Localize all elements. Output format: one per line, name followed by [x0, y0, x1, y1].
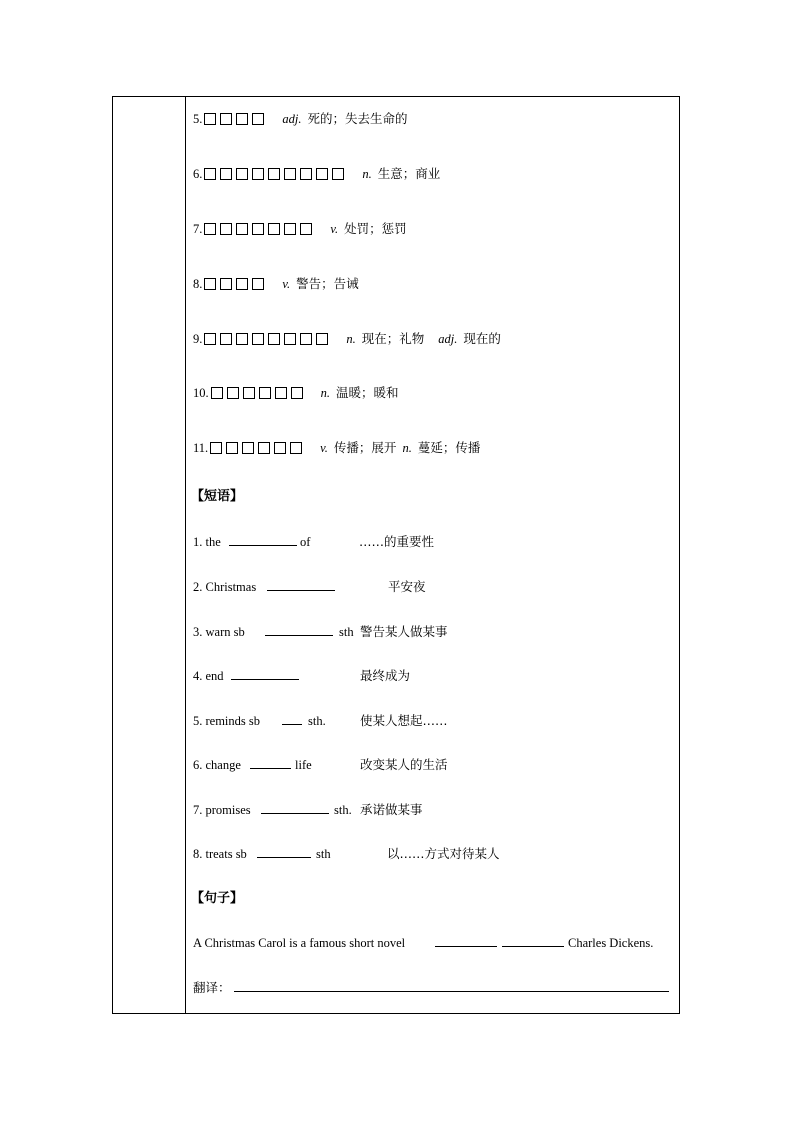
part-of-speech: n.	[346, 332, 356, 346]
phrase-row-6	[193, 756, 671, 774]
vocab-item-11	[193, 439, 480, 457]
section-title: 【句子】	[191, 891, 244, 906]
meaning: 生意；商业	[377, 166, 441, 181]
vocab-item-10	[193, 384, 399, 402]
sentence-blank-2[interactable]	[502, 934, 564, 947]
phrase-meaning: ……的重要性	[359, 534, 435, 549]
vocab-number: 5.	[193, 112, 203, 126]
phrase-meaning: 警告某人做某事	[360, 624, 448, 639]
vocab-item-8	[193, 275, 359, 293]
phrase-text-after: of	[300, 535, 311, 549]
phrase-text: 6. change	[193, 758, 241, 772]
letter-boxes[interactable]	[204, 223, 316, 235]
phrase-text: 4. end	[193, 669, 224, 683]
phrase-text-after: sth.	[308, 714, 326, 728]
sentence-text: A Christmas Carol is a famous short novel	[193, 936, 406, 950]
vocab-item-6	[193, 165, 440, 183]
meaning-2: 现在的	[463, 331, 501, 346]
meaning: 现在；礼物	[361, 331, 425, 346]
phrase-text-after: life	[295, 758, 312, 772]
vocab-item-7	[193, 220, 407, 238]
letter-boxes[interactable]	[204, 168, 348, 180]
vocab-number: 9.	[193, 332, 203, 346]
part-of-speech: n.	[362, 167, 372, 181]
meaning: 处罚；惩罚	[344, 221, 407, 236]
part-of-speech: adj.	[282, 112, 302, 126]
part-of-speech: v.	[330, 222, 339, 236]
phrase-row-4	[193, 667, 671, 685]
vocab-number: 10.	[193, 386, 209, 400]
content-cell	[193, 97, 671, 1013]
vocab-number: 8.	[193, 277, 203, 291]
meaning: 警告；告诫	[296, 276, 359, 291]
phrase-blank[interactable]	[250, 756, 291, 769]
vocab-number: 11.	[193, 441, 209, 455]
letter-boxes[interactable]	[210, 442, 306, 454]
phrase-text-after: sth	[316, 847, 331, 861]
phrase-row-7	[193, 801, 671, 819]
sentence-text-after: Charles Dickens.	[568, 936, 654, 950]
phrase-row-5	[193, 712, 671, 730]
meaning: 死的；失去生命的	[307, 111, 408, 126]
phrase-blank[interactable]	[282, 712, 302, 725]
phrase-blank[interactable]	[261, 801, 329, 814]
phrase-blank[interactable]	[257, 845, 311, 858]
meaning-2: 蔓延；传播	[417, 440, 481, 455]
meaning: 温暖；暖和	[336, 385, 399, 400]
letter-boxes[interactable]	[204, 113, 268, 125]
vocab-number: 7.	[193, 222, 203, 236]
phrase-text: 1. the	[193, 535, 221, 549]
worksheet-table	[112, 96, 680, 1014]
phrase-meaning: 使某人想起……	[360, 713, 448, 728]
phrase-meaning: 改变某人的生活	[360, 757, 448, 772]
translate-row	[193, 979, 671, 997]
phrase-text: 3. warn sb	[193, 625, 245, 639]
letter-boxes[interactable]	[211, 387, 307, 399]
meaning: 传播；展开	[333, 440, 397, 455]
part-of-speech-2: adj.	[438, 332, 458, 346]
sentences-heading	[191, 890, 243, 908]
phrase-row-2	[193, 578, 671, 596]
phrases-heading	[191, 488, 243, 506]
phrase-blank[interactable]	[231, 667, 299, 680]
phrase-row-3	[193, 623, 671, 641]
phrase-row-1	[193, 533, 671, 551]
phrase-text-after: sth	[339, 625, 354, 639]
letter-boxes[interactable]	[204, 333, 332, 345]
phrase-meaning: 承诺做某事	[360, 802, 423, 817]
phrase-text: 8. treats sb	[193, 847, 247, 861]
phrase-blank[interactable]	[265, 623, 333, 636]
sentence-blank-1[interactable]	[435, 934, 497, 947]
phrase-text-after: sth.	[334, 803, 352, 817]
translate-label: 翻译：	[193, 980, 231, 995]
part-of-speech: v.	[282, 277, 291, 291]
letter-boxes[interactable]	[204, 278, 268, 290]
phrase-blank[interactable]	[229, 533, 297, 546]
phrase-row-8	[193, 845, 671, 863]
column-divider	[185, 97, 186, 1013]
phrase-blank[interactable]	[267, 578, 335, 591]
phrase-text: 7. promises	[193, 803, 251, 817]
sentence-row	[193, 934, 671, 952]
phrase-text: 5. reminds sb	[193, 714, 261, 728]
translate-answer-line[interactable]	[234, 979, 669, 992]
vocab-number: 6.	[193, 167, 203, 181]
section-title: 【短语】	[191, 489, 244, 504]
phrase-meaning: 以……方式对待某人	[387, 846, 500, 861]
vocab-item-9	[193, 330, 501, 348]
part-of-speech: v.	[320, 441, 328, 455]
part-of-speech-2: n.	[402, 441, 412, 455]
phrase-text: 2. Christmas	[193, 580, 257, 594]
phrase-meaning: 平安夜	[388, 579, 426, 594]
part-of-speech: n.	[320, 386, 330, 400]
vocab-item-5	[193, 110, 408, 128]
phrase-meaning: 最终成为	[360, 668, 411, 683]
